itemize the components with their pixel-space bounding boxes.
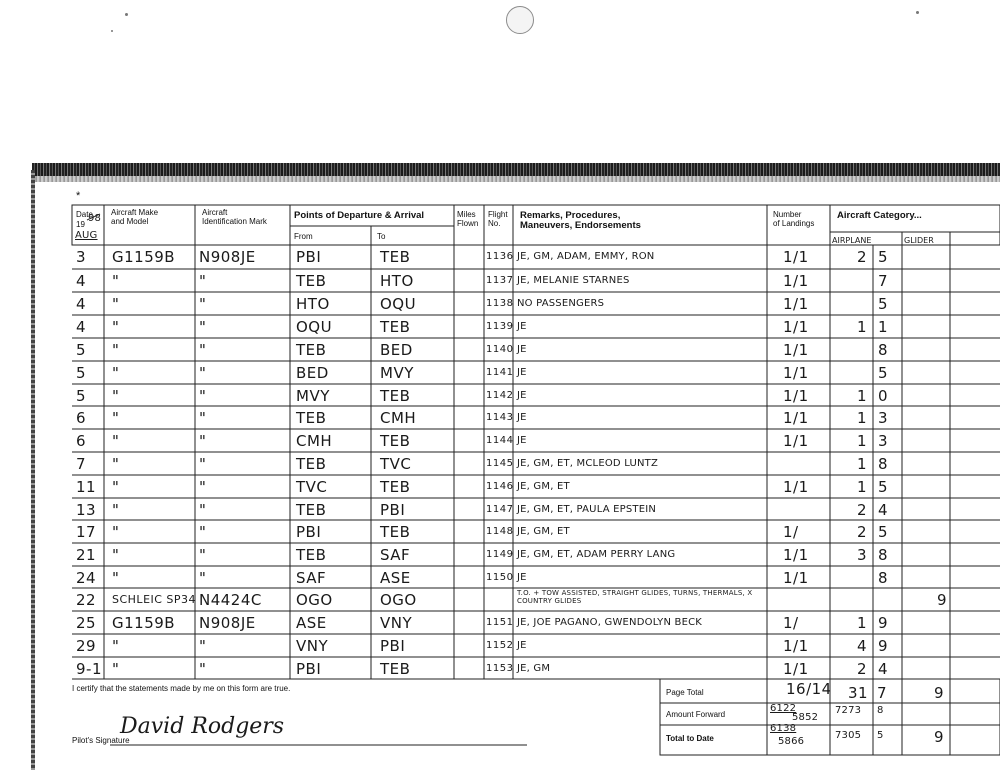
row-airplane-tenths: 3 bbox=[878, 432, 889, 450]
row-day: 11 bbox=[76, 478, 97, 496]
row-from: SAF bbox=[296, 569, 327, 587]
row-airplane-tenths: 7 bbox=[878, 272, 889, 290]
row-to: TEB bbox=[380, 523, 411, 541]
row-airplane-tenths: 5 bbox=[878, 364, 889, 382]
total-airplane-tenths: 5 bbox=[877, 730, 884, 741]
row-remarks: NO PASSENGERS bbox=[517, 298, 605, 309]
row-airplane-hours: 1 bbox=[857, 478, 868, 496]
row-aircraft-model: " bbox=[112, 637, 120, 655]
row-aircraft-ident: " bbox=[199, 387, 207, 405]
row-aircraft-model: " bbox=[112, 660, 120, 678]
row-airplane-tenths: 5 bbox=[878, 523, 889, 541]
row-landings: 1/1 bbox=[783, 546, 809, 564]
row-remarks: JE bbox=[517, 390, 527, 401]
row-day: 6 bbox=[76, 432, 87, 450]
row-day: 25 bbox=[76, 614, 97, 632]
row-airplane-tenths: 3 bbox=[878, 409, 889, 427]
row-from: BED bbox=[296, 364, 329, 382]
pilot-signature: David Rodgers bbox=[120, 714, 285, 739]
row-airplane-hours: 3 bbox=[857, 546, 868, 564]
aircraft-ident-label-2: Identification Mark bbox=[202, 217, 267, 226]
row-remarks: T.O. + TOW ASSISTED, STRAIGHT GLIDES, TURNS, THERMALS, X COUNTRY GLIDES bbox=[517, 589, 753, 605]
row-aircraft-model: " bbox=[112, 295, 120, 313]
row-aircraft-model: " bbox=[112, 455, 120, 473]
row-from: PBI bbox=[296, 660, 322, 678]
row-day: 13 bbox=[76, 501, 97, 519]
row-aircraft-ident: " bbox=[199, 455, 207, 473]
row-remarks: JE bbox=[517, 367, 527, 378]
row-aircraft-model: " bbox=[112, 409, 120, 427]
row-to: ASE bbox=[380, 569, 411, 587]
from-label: From bbox=[294, 232, 313, 241]
page-total-airplane-tenths: 7 bbox=[877, 684, 888, 702]
row-landings: 1/1 bbox=[783, 295, 809, 313]
total-landings-a: 6138 bbox=[770, 723, 797, 734]
forward-airplane-tenths: 8 bbox=[877, 705, 884, 716]
row-to: TEB bbox=[380, 478, 411, 496]
row-airplane-tenths: 8 bbox=[878, 546, 889, 564]
category-glider: GLIDER bbox=[904, 236, 934, 245]
row-remarks: JE, GM, ET, ADAM PERRY LANG bbox=[517, 549, 676, 560]
row-from: ASE bbox=[296, 614, 327, 632]
row-landings: 1/1 bbox=[783, 341, 809, 359]
row-aircraft-model: " bbox=[112, 569, 120, 587]
row-remarks: JE, GM, ET bbox=[517, 526, 570, 537]
row-to: TVC bbox=[380, 455, 412, 473]
row-to: CMH bbox=[380, 409, 417, 427]
row-flight-no: 1138 bbox=[486, 298, 514, 309]
row-from: TEB bbox=[296, 501, 327, 519]
page-total-airplane-hours: 31 bbox=[848, 684, 869, 702]
row-flight-no: 1137 bbox=[486, 275, 514, 286]
row-flight-no: 1139 bbox=[486, 321, 514, 332]
aircraft-model-label: and Model bbox=[111, 217, 149, 226]
row-remarks: JE, GM, ADAM, EMMY, RON bbox=[517, 251, 655, 262]
total-to-date-label: Total to Date bbox=[666, 734, 714, 743]
row-airplane-hours: 2 bbox=[857, 660, 868, 678]
row-landings: 1/1 bbox=[783, 432, 809, 450]
row-day: 7 bbox=[76, 455, 87, 473]
row-aircraft-ident: " bbox=[199, 523, 207, 541]
row-landings: 1/1 bbox=[783, 569, 809, 587]
row-airplane-tenths: 0 bbox=[878, 387, 889, 405]
row-from: TEB bbox=[296, 341, 327, 359]
points-label: Points of Departure & Arrival bbox=[294, 210, 425, 221]
row-flight-no: 1148 bbox=[486, 526, 514, 537]
row-aircraft-ident: " bbox=[199, 341, 207, 359]
page-total-glider: 9 bbox=[934, 684, 945, 702]
row-aircraft-ident: " bbox=[199, 501, 207, 519]
row-remarks: JE bbox=[517, 321, 527, 332]
page-total-label: Page Total bbox=[666, 688, 704, 697]
total-glider: 9 bbox=[934, 728, 945, 746]
row-from: OGO bbox=[296, 591, 333, 609]
date-label: Date bbox=[76, 210, 93, 219]
row-aircraft-ident: " bbox=[199, 478, 207, 496]
row-airplane-hours: 1 bbox=[857, 409, 868, 427]
row-airplane-hours: 1 bbox=[857, 387, 868, 405]
row-day: 22 bbox=[76, 591, 97, 609]
row-from: TEB bbox=[296, 546, 327, 564]
row-to: SAF bbox=[380, 546, 411, 564]
remarks-label: Remarks, Procedures, bbox=[520, 210, 621, 221]
row-remarks: JE, GM, ET, PAULA EPSTEIN bbox=[517, 504, 657, 515]
row-aircraft-ident: " bbox=[199, 546, 207, 564]
row-airplane-tenths: 8 bbox=[878, 455, 889, 473]
row-airplane-tenths: 5 bbox=[878, 478, 889, 496]
row-flight-no: 1146 bbox=[486, 481, 514, 492]
aircraft-ident-label: Aircraft bbox=[202, 208, 228, 217]
row-day: 4 bbox=[76, 318, 87, 336]
page-total-landings: 16/14 bbox=[786, 680, 832, 698]
row-airplane-tenths: 4 bbox=[878, 501, 889, 519]
row-from: OQU bbox=[296, 318, 333, 336]
row-from: PBI bbox=[296, 523, 322, 541]
year-value: 98 bbox=[88, 213, 102, 224]
row-aircraft-ident: " bbox=[199, 295, 207, 313]
row-landings: 1/1 bbox=[783, 272, 809, 290]
row-to: TEB bbox=[380, 387, 411, 405]
row-to: MVY bbox=[380, 364, 414, 382]
row-aircraft-ident: " bbox=[199, 272, 207, 290]
row-airplane-tenths: 9 bbox=[878, 614, 889, 632]
row-airplane-tenths: 4 bbox=[878, 660, 889, 678]
row-aircraft-model: " bbox=[112, 478, 120, 496]
row-aircraft-model: " bbox=[112, 341, 120, 359]
aircraft-make-label: Aircraft Make bbox=[111, 208, 159, 217]
row-aircraft-ident: " bbox=[199, 364, 207, 382]
row-aircraft-ident: " bbox=[199, 432, 207, 450]
row-day: 3 bbox=[76, 248, 87, 266]
row-aircraft-model: " bbox=[112, 272, 120, 290]
row-flight-no: 1153 bbox=[486, 663, 514, 674]
row-landings: 1/1 bbox=[783, 364, 809, 382]
row-flight-no: 1151 bbox=[486, 617, 514, 628]
row-airplane-hours: 1 bbox=[857, 614, 868, 632]
flight-label-2: No. bbox=[488, 219, 501, 228]
year-prefix: 19 bbox=[76, 220, 85, 229]
signature-label: Pilot's Signature bbox=[72, 736, 130, 745]
row-from: MVY bbox=[296, 387, 330, 405]
row-landings: 1/1 bbox=[783, 478, 809, 496]
remarks-label-2: Maneuvers, Endorsements bbox=[520, 220, 641, 231]
row-aircraft-ident: N4424C bbox=[199, 591, 262, 609]
row-landings: 1/ bbox=[783, 523, 799, 541]
row-day: 5 bbox=[76, 387, 87, 405]
row-aircraft-model: " bbox=[112, 546, 120, 564]
row-aircraft-model: " bbox=[112, 364, 120, 382]
row-airplane-hours: 1 bbox=[857, 318, 868, 336]
row-day: 4 bbox=[76, 295, 87, 313]
row-landings: 1/1 bbox=[783, 248, 809, 266]
row-airplane-tenths: 5 bbox=[878, 295, 889, 313]
row-flight-no: 1143 bbox=[486, 412, 514, 423]
row-airplane-tenths: 8 bbox=[878, 569, 889, 587]
miles-label: Miles bbox=[457, 210, 476, 219]
row-flight-no: 1147 bbox=[486, 504, 514, 515]
row-from: PBI bbox=[296, 248, 322, 266]
category-airplane: AIRPLANE bbox=[832, 236, 872, 245]
row-airplane-tenths: 1 bbox=[878, 318, 889, 336]
star-mark: * bbox=[76, 190, 81, 202]
row-from: TEB bbox=[296, 409, 327, 427]
row-airplane-hours: 4 bbox=[857, 637, 868, 655]
row-to: HTO bbox=[380, 272, 414, 290]
row-aircraft-model: G1159B bbox=[112, 248, 176, 266]
flight-label: Flight bbox=[488, 210, 508, 219]
category-label: Aircraft Category... bbox=[837, 210, 922, 221]
row-day: 6 bbox=[76, 409, 87, 427]
row-day: 9-1 bbox=[76, 660, 102, 678]
row-landings: 1/1 bbox=[783, 318, 809, 336]
row-to: TEB bbox=[380, 318, 411, 336]
row-to: PBI bbox=[380, 637, 406, 655]
row-landings: 1/1 bbox=[783, 409, 809, 427]
row-landings: 1/1 bbox=[783, 660, 809, 678]
row-flight-no: 1140 bbox=[486, 344, 514, 355]
row-remarks: JE bbox=[517, 344, 527, 355]
row-aircraft-model: " bbox=[112, 318, 120, 336]
miles-label-2: Flown bbox=[457, 219, 479, 228]
row-flight-no: 1144 bbox=[486, 435, 514, 446]
row-to: OQU bbox=[380, 295, 417, 313]
row-remarks: JE bbox=[517, 572, 527, 583]
row-flight-no: 1136 bbox=[486, 251, 514, 262]
row-from: VNY bbox=[296, 637, 329, 655]
row-flight-no: 1145 bbox=[486, 458, 514, 469]
row-flight-no: 1141 bbox=[486, 367, 514, 378]
row-aircraft-model: " bbox=[112, 523, 120, 541]
forward-landings-b: 5852 bbox=[792, 712, 819, 723]
row-aircraft-model: G1159B bbox=[112, 614, 176, 632]
row-from: TVC bbox=[296, 478, 328, 496]
total-landings-b: 5866 bbox=[778, 736, 805, 747]
row-aircraft-model: " bbox=[112, 501, 120, 519]
certify-text: I certify that the statements made by me on this form are true. bbox=[72, 684, 291, 693]
row-airplane-tenths: 5 bbox=[878, 248, 889, 266]
row-airplane-hours: 1 bbox=[857, 432, 868, 450]
row-airplane-hours: 2 bbox=[857, 523, 868, 541]
row-aircraft-model: " bbox=[112, 432, 120, 450]
row-flight-no: 1149 bbox=[486, 549, 514, 560]
row-landings: 1/1 bbox=[783, 637, 809, 655]
amount-forward-label: Amount Forward bbox=[666, 710, 726, 719]
row-airplane-tenths: 9 bbox=[878, 637, 889, 655]
row-airplane-hours: 2 bbox=[857, 248, 868, 266]
row-remarks: JE, JOE PAGANO, GWENDOLYN BECK bbox=[517, 617, 703, 628]
row-from: HTO bbox=[296, 295, 330, 313]
row-remarks: JE, GM bbox=[517, 663, 551, 674]
forward-landings-a: 6122 bbox=[770, 703, 797, 714]
row-day: 17 bbox=[76, 523, 97, 541]
row-airplane-hours: 2 bbox=[857, 501, 868, 519]
row-aircraft-ident: N908JE bbox=[199, 614, 256, 632]
row-to: VNY bbox=[380, 614, 413, 632]
row-landings: 1/1 bbox=[783, 387, 809, 405]
row-aircraft-ident: " bbox=[199, 569, 207, 587]
row-glider: 9 bbox=[937, 591, 948, 609]
row-remarks: JE bbox=[517, 435, 527, 446]
row-landings: 1/ bbox=[783, 614, 799, 632]
row-aircraft-ident: " bbox=[199, 318, 207, 336]
row-day: 24 bbox=[76, 569, 97, 587]
to-label: To bbox=[377, 232, 386, 241]
row-day: 5 bbox=[76, 341, 87, 359]
row-flight-no: 1152 bbox=[486, 640, 514, 651]
row-from: TEB bbox=[296, 455, 327, 473]
row-remarks: JE, GM, ET, MCLEOD LUNTZ bbox=[517, 458, 659, 469]
forward-airplane-hours: 7273 bbox=[835, 705, 862, 716]
landings-label: Number bbox=[773, 210, 802, 219]
row-from: TEB bbox=[296, 272, 327, 290]
row-remarks: JE bbox=[517, 412, 527, 423]
row-flight-no: 1150 bbox=[486, 572, 514, 583]
row-day: 21 bbox=[76, 546, 97, 564]
row-aircraft-ident: " bbox=[199, 409, 207, 427]
row-day: 29 bbox=[76, 637, 97, 655]
row-from: CMH bbox=[296, 432, 333, 450]
row-airplane-hours: 1 bbox=[857, 455, 868, 473]
row-remarks: JE bbox=[517, 640, 527, 651]
row-aircraft-ident: " bbox=[199, 660, 207, 678]
total-airplane-hours: 7305 bbox=[835, 730, 862, 741]
row-aircraft-model: SCHLEIC SP34 bbox=[112, 593, 197, 606]
row-airplane-tenths: 8 bbox=[878, 341, 889, 359]
row-to: OGO bbox=[380, 591, 417, 609]
row-aircraft-ident: N908JE bbox=[199, 248, 256, 266]
row-to: TEB bbox=[380, 660, 411, 678]
row-flight-no: 1142 bbox=[486, 390, 514, 401]
row-day: 5 bbox=[76, 364, 87, 382]
row-remarks: JE, GM, ET bbox=[517, 481, 570, 492]
row-day: 4 bbox=[76, 272, 87, 290]
row-to: PBI bbox=[380, 501, 406, 519]
landings-label-2: of Landings bbox=[773, 219, 815, 228]
row-to: BED bbox=[380, 341, 413, 359]
month-value: AUG bbox=[75, 230, 98, 241]
row-remarks: JE, MELANIE STARNES bbox=[517, 275, 630, 286]
row-to: TEB bbox=[380, 248, 411, 266]
row-aircraft-model: " bbox=[112, 387, 120, 405]
row-to: TEB bbox=[380, 432, 411, 450]
row-aircraft-ident: " bbox=[199, 637, 207, 655]
